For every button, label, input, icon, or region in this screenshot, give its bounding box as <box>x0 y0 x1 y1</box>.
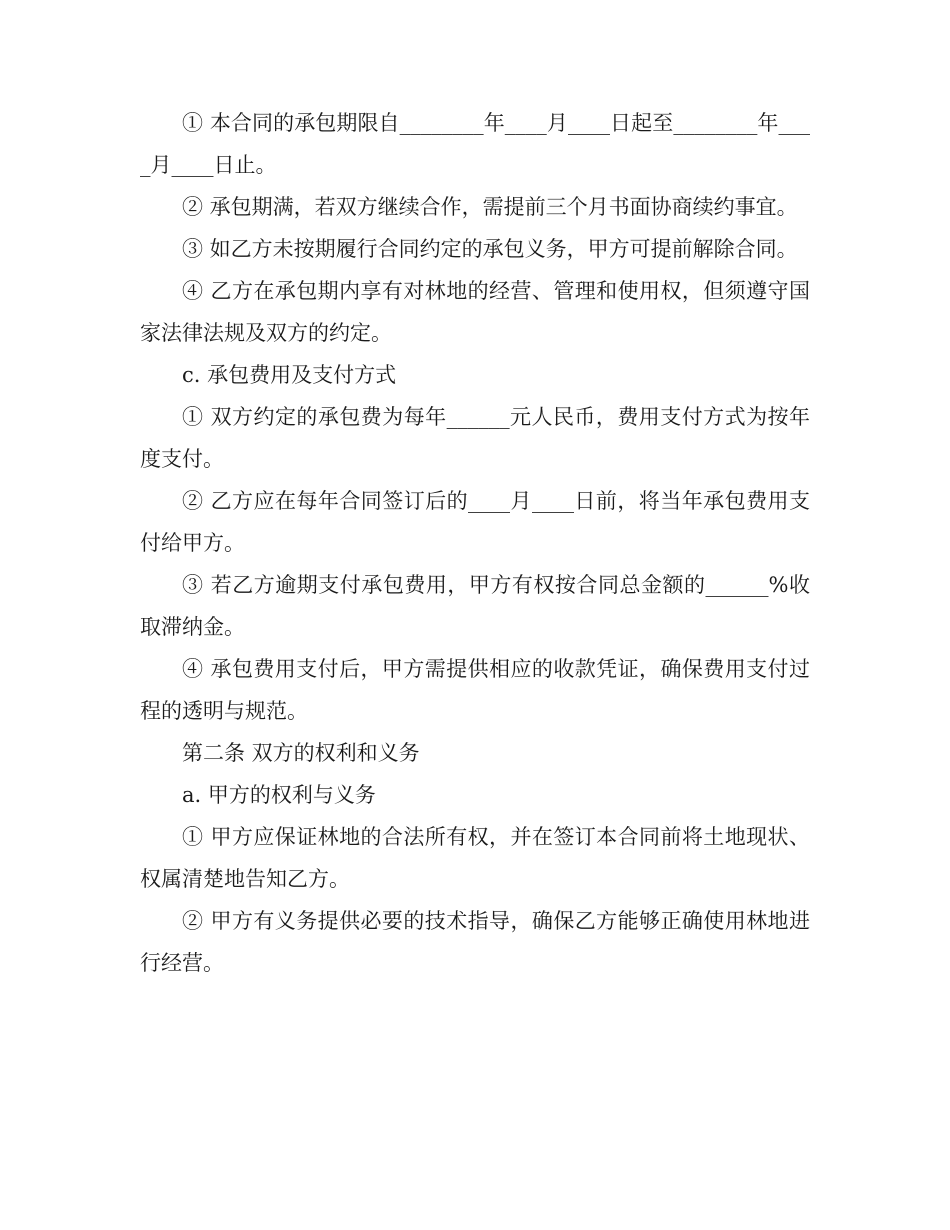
party-a-clause-2: ② 甲方有义务提供必要的技术指导，确保乙方能够正确使用林地进行经营。 <box>140 909 810 975</box>
section-heading-party-a: a. 甲方的权利与义务 <box>182 783 376 807</box>
fee-clause-3: ③ 若乙方逾期支付承包费用，甲方有权按合同总金额的______%收取滞纳金。 <box>140 573 810 639</box>
party-a-clause-1: ① 甲方应保证林地的合法所有权，并在签订本合同前将土地现状、权属清楚地告知乙方。 <box>140 825 810 891</box>
term-clause-1: ① 本合同的承包期限自________年____月____日起至________年____月____日止。 <box>140 111 810 177</box>
fee-clause-4: ④ 承包费用支付后，甲方需提供相应的收款凭证，确保费用支付过程的透明与规范。 <box>140 657 810 723</box>
fee-clause-1: ① 双方约定的承包费为每年______元人民币，费用支付方式为按年度支付。 <box>140 405 810 471</box>
section-heading-fees: c. 承包费用及支付方式 <box>182 363 397 387</box>
document-body <box>140 102 810 984</box>
fee-clause-2: ② 乙方应在每年合同签订后的____月____日前，将当年承包费用支付给甲方。 <box>140 489 810 555</box>
term-clause-4: ④ 乙方在承包期内享有对林地的经营、管理和使用权，但须遵守国家法律法规及双方的约定。 <box>140 279 810 345</box>
article-heading-rights: 第二条 双方的权利和义务 <box>182 741 420 765</box>
term-clause-2: ② 承包期满，若双方继续合作，需提前三个月书面协商续约事宜。 <box>182 195 798 219</box>
term-clause-3: ③ 如乙方未按期履行合同约定的承包义务，甲方可提前解除合同。 <box>182 237 798 261</box>
